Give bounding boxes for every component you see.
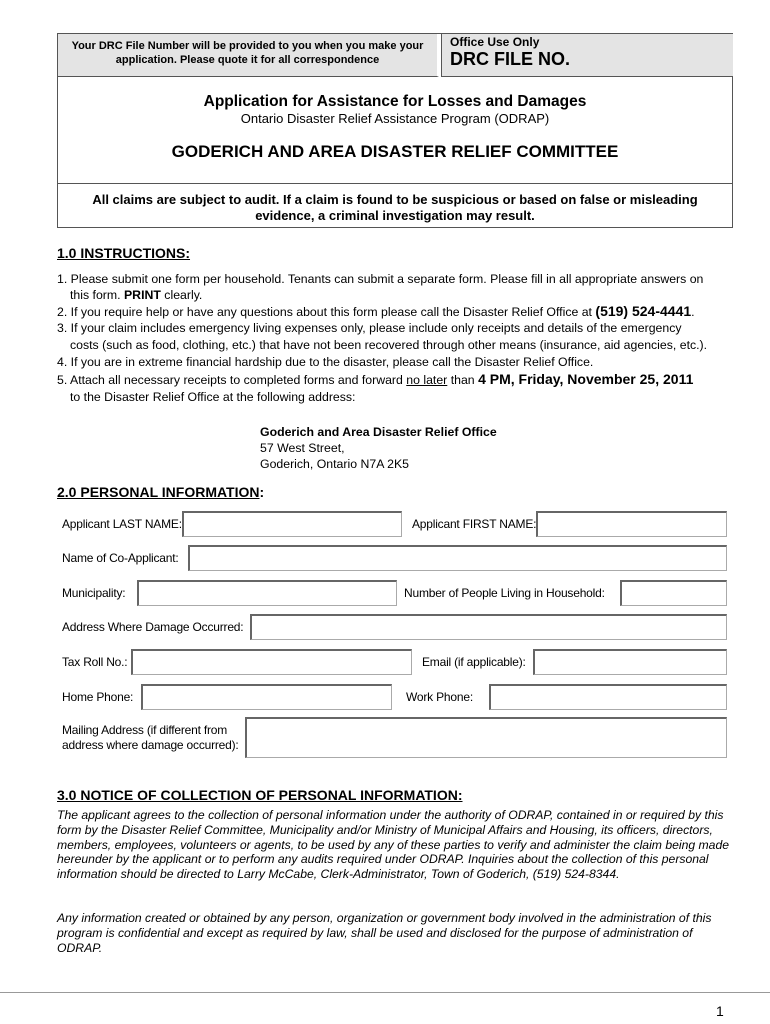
drc-file-no[interactable]: DRC FILE NO. xyxy=(450,49,570,69)
email-label: Email (if applicable): xyxy=(422,655,526,669)
address-city: Goderich, Ontario N7A 2K5 xyxy=(260,457,410,471)
tax-roll-input[interactable] xyxy=(131,649,412,675)
damage-address-label: Address Where Damage Occurred: xyxy=(62,620,244,634)
home-phone-label: Home Phone: xyxy=(62,690,134,704)
personal-info-heading xyxy=(57,484,264,500)
form-title: Application for Assistance for Losses and Damages xyxy=(203,93,587,110)
text: this form. xyxy=(70,288,124,302)
notice-paragraph-1: The applicant agrees to the collection of personal information under the authority of ODRAP, contained in or required by this form by the Disaster Relief Committee, Municipality and/or Ministry of Municipal Affairs and Housing, its officers, directors, members, employees, volunteers or agents, to be used by any of these parties to verify and administer the claim being made hereunder by the applicant or to perform any audits required under ODRAP. Inquiries about the collection of this personal information should be directed to Larry McCabe, Clerk-Administrator, Town of Goderich, (519) 524-8344. xyxy=(57,808,730,882)
co-applicant-input[interactable] xyxy=(188,545,727,571)
text: address where damage occurred): xyxy=(62,738,239,752)
text: clearly. xyxy=(160,288,203,302)
last-name-label: Applicant LAST NAME: xyxy=(62,517,182,531)
mailing-address-input[interactable] xyxy=(245,717,727,758)
instruction-2: 2. If you require help or have any questions about this form please call the Disaster Relief Office at (519) 524-4441. xyxy=(57,303,695,319)
instruction-5 xyxy=(57,371,693,389)
notice-heading: 3.0 NOTICE OF COLLECTION OF PERSONAL INFORMATION: xyxy=(57,787,463,803)
text: 2.0 PERSONAL INFORMATION xyxy=(57,484,260,500)
text: Mailing Address (if different from xyxy=(62,723,228,737)
title-cell xyxy=(58,77,732,184)
first-name-label: Applicant FIRST NAME: xyxy=(412,517,537,531)
household-label: Number of People Living in Household: xyxy=(404,586,605,600)
instructions-heading: 1.0 INSTRUCTIONS: xyxy=(57,245,191,261)
address-name: Goderich and Area Disaster Relief Office xyxy=(260,425,497,439)
office-use-cell xyxy=(441,34,733,77)
municipality-input[interactable] xyxy=(137,580,397,606)
instruction-3: 3. If your claim includes emergency living expenses only, please include only receipts and details of the emergency xyxy=(57,321,682,335)
mailing-address-label xyxy=(62,723,239,753)
co-applicant-label: Name of Co-Applicant: xyxy=(62,551,179,565)
instruction-5-cont: to the Disaster Relief Office at the following address: xyxy=(70,390,356,404)
instruction-3-cont: costs (such as food, clothing, etc.) that have not been recovered through other means (insurance, aid agencies, etc.). xyxy=(70,338,708,352)
text: 2. If you require help or have any questions about this form please call the Disaster Relief Office at xyxy=(57,305,596,319)
committee-name: GODERICH AND AREA DISASTER RELIEF COMMITTEE xyxy=(171,142,619,161)
last-name-input[interactable] xyxy=(182,511,402,537)
instruction-4: 4. If you are in extreme financial hardship due to the disaster, please call the Disaster Relief Office. xyxy=(57,355,594,369)
deadline: 4 PM, Friday, November 25, 2011 xyxy=(478,371,694,387)
work-phone-label: Work Phone: xyxy=(406,690,473,704)
notice-paragraph-2: Any information created or obtained by any person, organization or government body involved in the administration of this program is confidential and except as required by law, shall be used and disclosed for the purpose of administration of ODRAP. xyxy=(57,911,712,955)
page-number: 1 xyxy=(716,1003,724,1019)
print-emphasis: PRINT xyxy=(123,288,161,302)
text: than xyxy=(447,373,479,387)
header-table xyxy=(57,33,733,228)
tax-roll-label: Tax Roll No.: xyxy=(62,655,128,669)
office-use-label: Office Use Only xyxy=(450,35,540,49)
no-later: no later xyxy=(406,373,448,387)
municipality-label: Municipality: xyxy=(62,586,126,600)
home-phone-input[interactable] xyxy=(141,684,392,710)
audit-notice: All claims are subject to audit. If a claim is found to be suspicious or based on false or misleading evidence, a criminal investigation may result. xyxy=(92,192,698,223)
text: 5. Attach all necessary receipts to completed forms and forward xyxy=(57,373,407,387)
text: : xyxy=(259,484,265,500)
damage-address-input[interactable] xyxy=(250,614,727,640)
first-name-input[interactable] xyxy=(536,511,727,537)
file-number-notice: Your DRC File Number will be provided to you when you make your application. Please quote it for all correspondence xyxy=(58,34,439,77)
instruction-1: 1. Please submit one form per household. Tenants can submit a separate form. Please fill in all appropriate answers on xyxy=(57,272,704,286)
form-subtitle: Ontario Disaster Relief Assistance Program (ODRAP) xyxy=(240,111,550,126)
footer-divider xyxy=(0,992,770,993)
instruction-1-cont xyxy=(70,287,202,304)
email-input[interactable] xyxy=(533,649,727,675)
phone-number: (519) 524-4441 xyxy=(595,303,692,319)
household-input[interactable] xyxy=(620,580,727,606)
work-phone-input[interactable] xyxy=(489,684,727,710)
address-street: 57 West Street, xyxy=(260,441,345,455)
